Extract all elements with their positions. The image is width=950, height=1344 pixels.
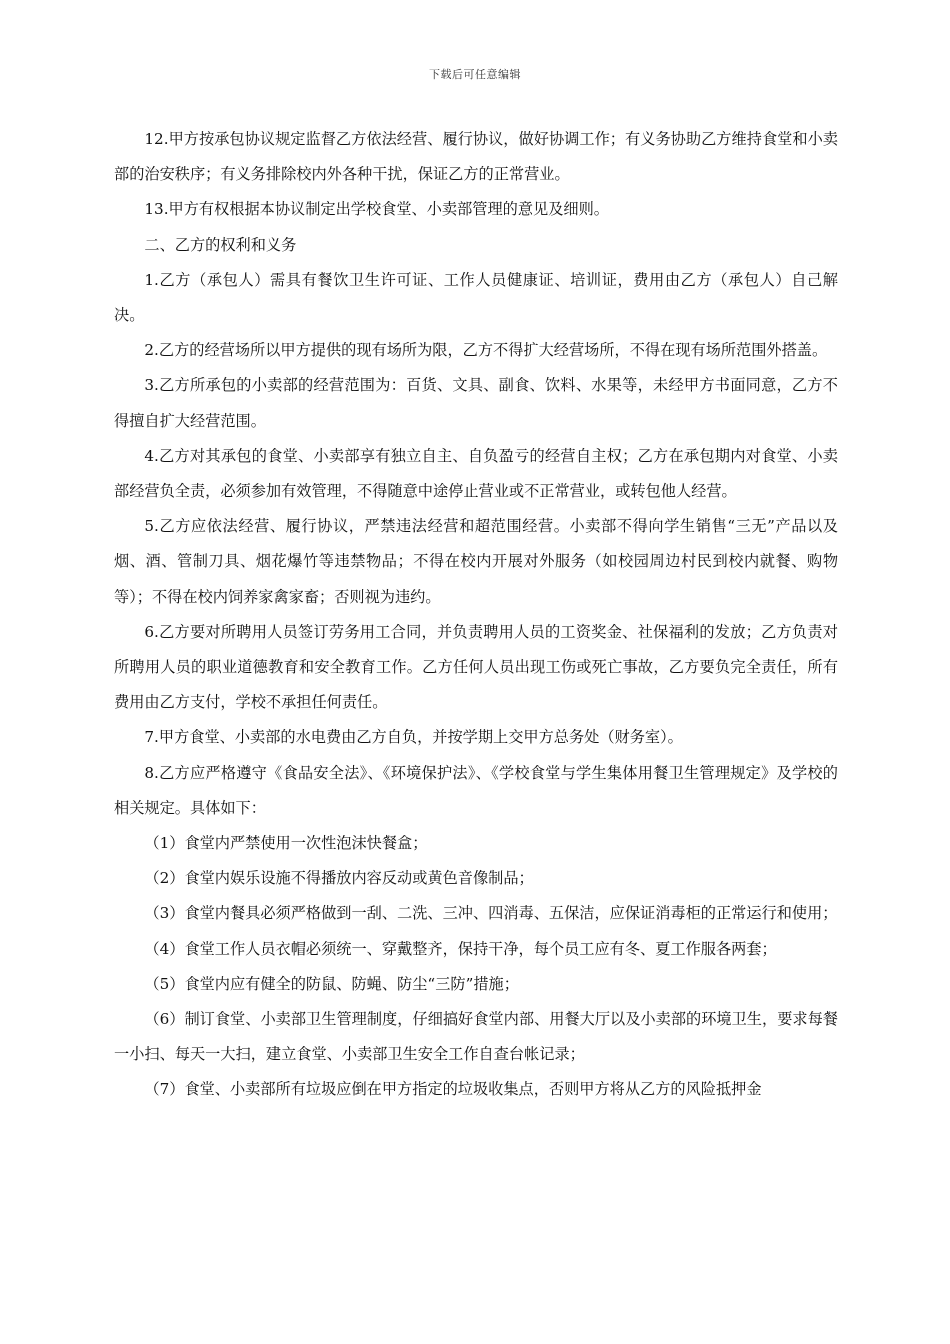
paragraph-12: 12.甲方按承包协议规定监督乙方依法经营、履行协议，做好协调工作；有义务协助乙方维持食堂和小卖部的治安秩序；有义务排除校内外各种干扰，保证乙方的正常营业。 xyxy=(114,130,838,184)
list-item-1: （1）食堂内严禁使用一次性泡沫快餐盒； xyxy=(144,834,428,853)
list-item-6: （6）制订食堂、小卖部卫生管理制度，仔细搞好食堂内部、用餐大厅以及小卖部的环境卫生，要求每餐一小扫、每天一大扫，建立食堂、小卖部卫生安全工作自查台帐记录； xyxy=(114,1010,838,1064)
paragraph-b6: 6.乙方要对所聘用人员签订劳务用工合同，并负责聘用人员的工资奖金、社保福利的发放；乙方负责对所聘用人员的职业道德教育和安全教育工作。乙方任何人员出现工伤或死亡事故，乙方要负完全责任，所有费用由乙方支付，学校不承担任何责任。 xyxy=(114,622,838,712)
list-item-5: （5）食堂内应有健全的防鼠、防蝇、防尘“三防”措施； xyxy=(144,974,519,993)
paragraph-b1: 1.乙方（承包人）需具有餐饮卫生许可证、工作人员健康证、培训证，费用由乙方（承包人）自己解决。 xyxy=(114,270,838,325)
header-note: 下载后可任意编辑 xyxy=(429,68,521,81)
paragraph-13: 13.甲方有权根据本协议制定出学校食堂、小卖部管理的意见及细则。 xyxy=(144,200,609,219)
paragraph-b3: 3.乙方所承包的小卖部的经营范围为：百货、文具、副食、饮料、水果等，未经甲方书面同意，乙方不得擅自扩大经营范围。 xyxy=(114,376,838,430)
paragraph-b7: 7.甲方食堂、小卖部的水电费由乙方自负，并按学期上交甲方总务处（财务室）。 xyxy=(144,728,683,747)
paragraph-b8: 8.乙方应严格遵守《食品安全法》、《环境保护法》、《学校食堂与学生集体用餐卫生管理规定》及学校的相关规定。具体如下： xyxy=(114,763,838,817)
list-item-2: （2）食堂内娱乐设施不得播放内容反动或黄色音像制品； xyxy=(144,869,534,888)
paragraph-b2: 2.乙方的经营场所以甲方提供的现有场所为限，乙方不得扩大经营场所，不得在现有场所范围外搭盖。 xyxy=(144,341,828,360)
document-body xyxy=(114,122,838,1108)
list-item-4: （4）食堂工作人员衣帽必须统一、穿戴整齐，保持干净，每个员工应有冬、夏工作服各两套； xyxy=(144,939,777,958)
paragraph-b4: 4.乙方对其承包的食堂、小卖部享有独立自主、自负盈亏的经营自主权；乙方在承包期内对食堂、小卖部经营负全责，必须参加有效管理，不得随意中途停止营业或不正常营业，或转包他人经营。 xyxy=(114,446,838,501)
paragraph-b5: 5.乙方应依法经营、履行协议，严禁违法经营和超范围经营。小卖部不得向学生销售“三无”产品以及烟、酒、管制刀具、烟花爆竹等违禁物品；不得在校内开展对外服务（如校园周边村民到校内就餐、购物等）；不得在校内饲养家禽家畜；否则视为违约。 xyxy=(114,517,838,606)
list-item-3: （3）食堂内餐具必须严格做到一刮、二洗、三冲、四消毒、五保洁，应保证消毒柜的正常运行和使用； xyxy=(144,904,838,923)
list-item-7: （7）食堂、小卖部所有垃圾应倒在甲方指定的垃圾收集点，否则甲方将从乙方的风险抵押金 xyxy=(144,1080,762,1099)
section-heading-party-b: 二、乙方的权利和义务 xyxy=(144,235,297,254)
